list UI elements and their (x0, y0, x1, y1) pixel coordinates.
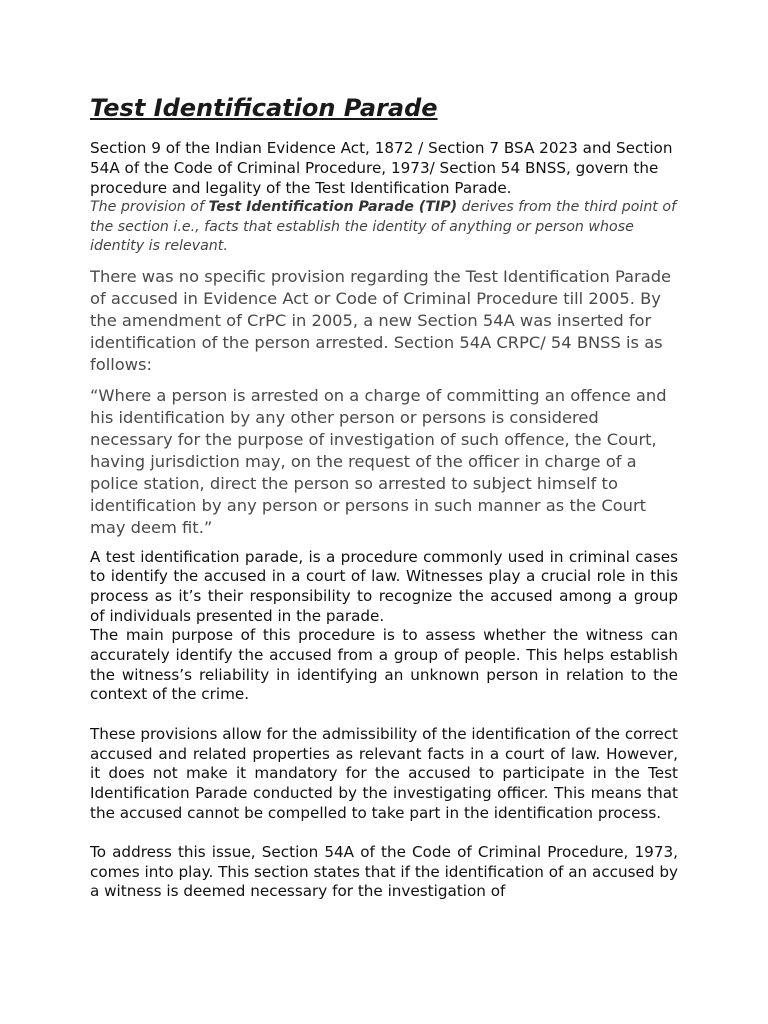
history-paragraph: There was no specific provision regarding the Test Identification Parade of accused in Evidence Act or Code of Criminal Procedure till 2005. By the amendment of CrPC in 2005, a new Section 54A was inserted for identification of the person arrested. Section 54A CRPC/ 54 BNSS is as follows: (90, 266, 672, 374)
page-title: Test Identification Parade (90, 94, 438, 122)
section-54a-quote: “Where a person is arrested on a charge of committing an offence and his identification by any other person or persons is considered necessary for the purpose of investigation of such offence, the Court, having jurisdiction may, on the request of the officer in charge of a police station, direct the person so arrested to subject himself to identification by any person or persons in such manner as the Court may deem fit.” (90, 385, 667, 537)
paragraph-spacer (90, 705, 678, 725)
tip-provision-note (90, 198, 678, 257)
purpose-paragraph: The main purpose of this procedure is to assess whether the witness can accurately identify the accused from a group of people. This helps establish the witness’s reliability in identifying an unknown person in relation to the context of the crime. (90, 626, 678, 704)
note-bold-term: Test Identification Parade (TIP) (208, 199, 458, 215)
admissibility-paragraph: These provisions allow for the admissibility of the identification of the correct accused and related properties as relevant facts in a court of law. However, it does not make it mandatory for the accused to participate in the Test Identification Parade conducted by the investigating officer. This means that the accused cannot be compelled to take part in the identification process. (90, 724, 678, 822)
intro-paragraph: Section 9 of the Indian Evidence Act, 1872 / Section 7 BSA 2023 and Section 54A of the Code of Criminal Procedure, 1973/ Section 54 BNSS, govern the procedure and legality of the Test Identification Parade. (90, 139, 673, 197)
definition-paragraph: A test identification parade, is a procedure commonly used in criminal cases to identify the accused in a court of law. Witnesses play a crucial role in this process as it’s their responsibility to recognize the accused among a group of individuals presented in the parade. (90, 547, 678, 625)
document-page (90, 92, 678, 902)
section-54a-paragraph: To address this issue, Section 54A of the Code of Criminal Procedure, 1973, comes into play. This section states that if the identification of an accused by a witness is deemed necessary for the investigation of (90, 843, 678, 901)
note-text-after: derives from the third point of the section i.e., facts that establish the identity of anything or person whose identity is relevant. (90, 199, 677, 254)
note-text-before: The provision of (90, 199, 209, 215)
paragraph-spacer (90, 823, 678, 843)
